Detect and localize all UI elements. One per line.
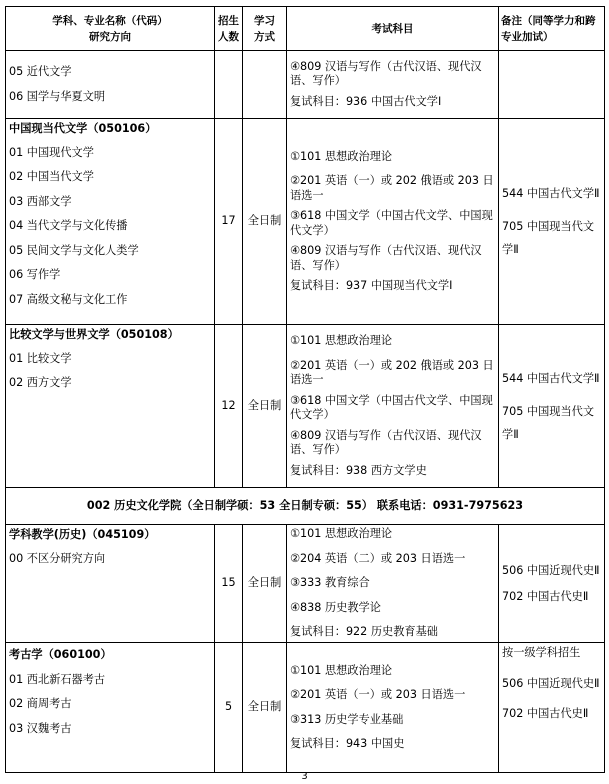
table-row — [6, 643, 605, 773]
subject: ④838 历史教学论 — [290, 600, 381, 614]
subject: 复试科目：922 历史教育基础 — [290, 625, 438, 639]
subject: 复试科目：938 西方文学史 — [290, 463, 427, 477]
major-cell — [6, 119, 215, 325]
major-cell — [6, 325, 215, 488]
study-mode: 全日制 — [243, 643, 287, 773]
table-row — [6, 325, 605, 488]
major-cell — [6, 525, 215, 643]
header-major: 学科、专业名称（代码） 研究方向 — [6, 7, 215, 51]
remark: 705 中国现当代文学Ⅱ — [502, 220, 595, 256]
enroll-count: 12 — [215, 325, 243, 488]
subject: ④809 汉语与写作（古代汉语、现代汉语、写作） — [290, 244, 482, 272]
study-mode: 全日制 — [243, 119, 287, 325]
subject: ③333 教育综合 — [290, 576, 370, 590]
direction: 01 西北新石器考古 — [9, 672, 106, 686]
subject: ④809 汉语与写作（古代汉语、现代汉语、写作） — [290, 428, 482, 456]
subject: ②201 英语（一）或 202 俄语或 203 日语选一 — [290, 174, 494, 202]
direction: 04 当代文学与文化传播 — [9, 219, 128, 232]
table-row — [6, 51, 605, 119]
remark-cell — [499, 643, 605, 773]
major-cell — [6, 643, 215, 773]
subject: ③618 中国文学（中国古代文学、中国现代文学） — [290, 209, 493, 237]
major-name: 学科教学(历史)（045109） — [9, 528, 156, 541]
direction: 06 写作学 — [9, 268, 61, 281]
major-name: 中国现当代文学（050106） — [9, 122, 157, 135]
subject: ①101 思想政治理论 — [290, 149, 393, 163]
direction: 05 近代文学 — [9, 65, 72, 78]
major-name: 考古学（060100） — [9, 648, 112, 661]
subject: ①101 思想政治理论 — [290, 334, 393, 347]
exam-cell — [287, 643, 499, 773]
major-name: 比较文学与世界文学（050108） — [9, 328, 179, 341]
subject: 复试科目：936 中国古代文学Ⅰ — [290, 94, 442, 108]
remark-cell — [499, 119, 605, 325]
remark: 506 中国近现代史Ⅱ — [502, 676, 600, 690]
remark: 544 中国古代文学Ⅱ — [502, 371, 600, 385]
direction: 02 商周考古 — [9, 697, 72, 710]
remark: 705 中国现当代文学Ⅱ — [502, 404, 595, 441]
study-mode: 全日制 — [243, 525, 287, 643]
remark-cell — [499, 525, 605, 643]
direction: 00 不区分研究方向 — [9, 551, 106, 565]
table-row — [6, 525, 605, 643]
header-remark: 备注（同等学力和跨 专业加试） — [499, 7, 605, 51]
enroll-count: 17 — [215, 119, 243, 325]
subject: ③313 历史学专业基础 — [290, 712, 404, 726]
remark: 544 中国古代文学Ⅱ — [502, 187, 600, 200]
admissions-table — [5, 6, 605, 773]
enroll-count: 5 — [215, 643, 243, 773]
remark: 702 中国古代史Ⅱ — [502, 589, 589, 603]
page-number: 3 — [301, 771, 308, 782]
subject: ②201 英语（一）或 203 日语选一 — [290, 688, 466, 701]
subject: ②201 英语（一）或 202 俄语或 203 日语选一 — [290, 358, 494, 386]
subject: ①101 思想政治理论 — [290, 527, 393, 541]
exam-cell — [287, 525, 499, 643]
table-row — [6, 119, 605, 325]
exam-cell — [287, 119, 499, 325]
header-exam: 考试科目 — [287, 7, 499, 51]
direction: 07 高级文秘与文化工作 — [9, 292, 128, 306]
direction: 01 比较文学 — [9, 351, 72, 365]
direction: 01 中国现代文学 — [9, 145, 94, 159]
subject: ③618 中国文学（中国古代文学、中国现代文学） — [290, 393, 493, 421]
remark: 按一级学科招生 — [502, 646, 581, 659]
subject: ①101 思想政治理论 — [290, 663, 393, 677]
remark: 506 中国近现代史Ⅱ — [502, 563, 600, 577]
direction: 02 中国当代文学 — [9, 170, 94, 183]
subject: 复试科目：943 中国史 — [290, 737, 405, 750]
subject: ②204 英语（二）或 203 日语选一 — [290, 551, 466, 565]
subject: 复试科目：937 中国现当代文学Ⅰ — [290, 279, 453, 292]
direction: 05 民间文学与文化人类学 — [9, 243, 139, 257]
direction: 06 国学与华夏文明 — [9, 89, 106, 103]
direction: 02 西方文学 — [9, 376, 72, 389]
section-row — [6, 488, 605, 525]
header-enroll: 招生 人数 — [215, 7, 243, 51]
direction: 03 西部文学 — [9, 194, 72, 208]
major-cell — [6, 51, 215, 119]
section-title: 002 历史文化学院（全日制学硕：53 全日制专硕：55） 联系电话：0931-7975623 — [6, 488, 605, 525]
header-mode: 学习 方式 — [243, 7, 287, 51]
direction: 03 汉魏考古 — [9, 721, 72, 735]
exam-cell — [287, 51, 499, 119]
header-row — [6, 7, 605, 51]
exam-cell — [287, 325, 499, 488]
remark-cell — [499, 325, 605, 488]
subject: ④809 汉语与写作（古代汉语、现代汉语、写作） — [290, 59, 482, 88]
study-mode: 全日制 — [243, 325, 287, 488]
remark: 702 中国古代史Ⅱ — [502, 706, 589, 720]
enroll-count: 15 — [215, 525, 243, 643]
